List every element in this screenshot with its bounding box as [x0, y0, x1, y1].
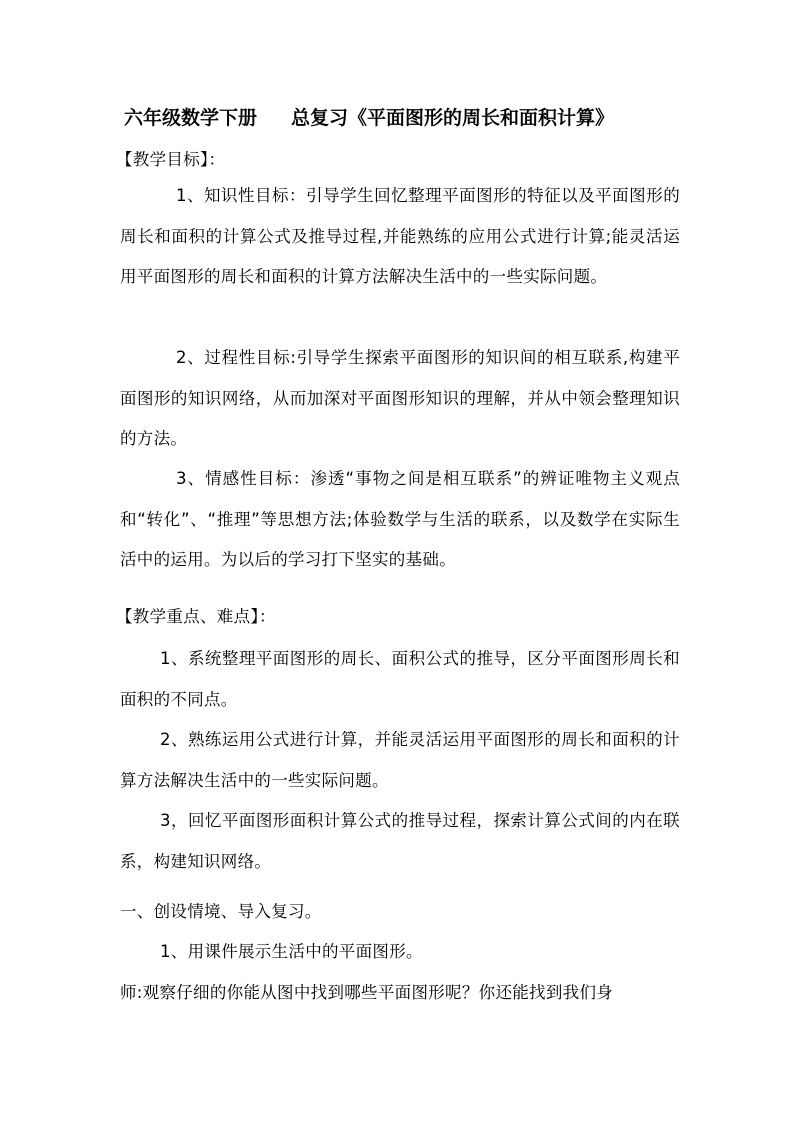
title-topic: 总复习《平面图形的周长和面积计算》	[291, 107, 615, 129]
goal-knowledge: 1、知识性目标：引导学生回忆整理平面图形的特征以及平面图形的周长和面积的计算公式及推导过程,并能熟练的应用公式进行计算;能灵活运用平面图形的周长和面积的计算方法解决生活中的一些实际问题。	[120, 186, 680, 286]
keypoints-heading: 【教学重点、难点】：	[116, 607, 276, 626]
key-point-3: 3，回忆平面图形面积计算公式的推导过程，探索计算公式间的内在联系，构建知识网络。	[120, 811, 680, 871]
key-point-1: 1、系统整理平面图形的周长、面积公式的推导，区分平面图形周长和面积的不同点。	[120, 649, 680, 709]
step-1: 1、用课件展示生活中的平面图形。	[160, 942, 423, 961]
document-title	[124, 103, 614, 130]
key-point-2: 2、熟练运用公式进行计算，并能灵活运用平面图形的周长和面积的计算方法解决生活中的一些实际问题。	[120, 730, 680, 790]
section-intro-heading: 一、创设情境、导入复习。	[120, 902, 322, 921]
goals-heading: 【教学目标】：	[116, 150, 226, 169]
teacher-question: 师:观察仔细的你能从图中找到哪些平面图形呢？你还能找到我们身	[120, 983, 614, 1002]
goal-emotion: 3、情感性目标：渗透“事物之间是相互联系”的辨证唯物主义观点和“转化”、“推理”等思想方法;体验数学与生活的联系，以及数学在实际生活中的运用。为以后的学习打下坚实的基础。	[120, 469, 680, 569]
goal-process: 2、过程性目标:引导学生探索平面图形的知识间的相互联系,构建平面图形的知识网络，从而加深对平面图形知识的理解，并从中领会整理知识的方法。	[120, 348, 680, 448]
title-grade: 六年级数学下册	[124, 107, 258, 129]
